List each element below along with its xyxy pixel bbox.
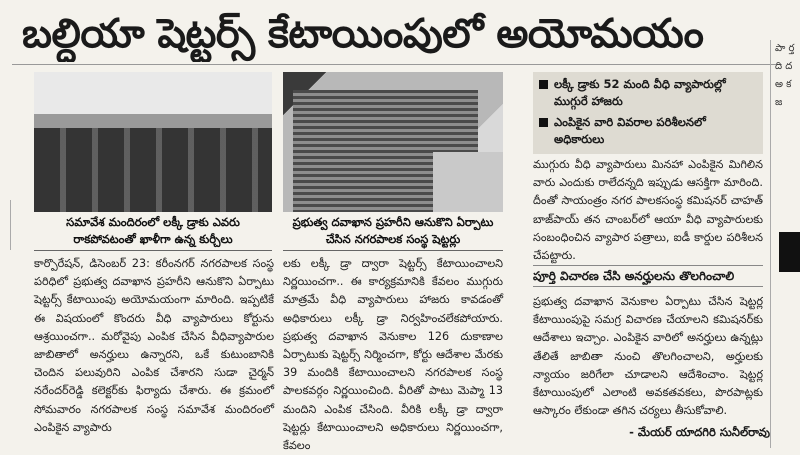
square-bullet-icon: [539, 80, 548, 89]
article-column-2: [283, 255, 503, 455]
photo-shutters: [283, 72, 503, 212]
page-edge-margin: [0, 200, 11, 250]
mayor-quote-text: ప్రభుత్వ దవాఖాన వెనుకాల ఏర్పాటు చేసిన షెట్టర్ల కేటాయింపుపై సమగ్ర విచారణ చేయాలని కమిషనర్‌కు ఆదేశాలు ఇచ్చాం. ఎంపికైన వారిలో అనర్హులు ఉన్నట్లు తేలితే జాబితా నుంచి తొలగించాలని, అర్హులకు న్యాయం జరిగేలా చూడాలని ఆదేశించాం. షెట్టర్ల కేటాయింపులో ఎలాంటి అవకతవకలు, పొరపాట్లకు ఆస్కారం లేకుండా తగిన చర్యలు తీసుకోవాలి.: [533, 295, 763, 418]
adjacent-article-strip: [770, 40, 800, 448]
square-bullet-icon: [539, 118, 548, 127]
highlight-text: ఎంపికైన వారి వివరాల పరిశీలనలో అధికారులు: [554, 115, 706, 146]
mayor-quote-column: [533, 293, 763, 420]
highlight-item: [533, 110, 763, 148]
photo2-caption: ప్రభుత్వ దవాఖాన ప్రహరీని ఆనుకొని ఏర్పాటు చేసిన నగరపాలక సంస్థ షెట్టర్లు: [292, 215, 494, 246]
highlight-item: [533, 72, 763, 110]
byline: - మేయర్ యాదగిరి సునీల్‌రావు: [629, 425, 770, 439]
caption1-rule: [34, 250, 272, 251]
column-3-text: ముగ్గురు వీధి వ్యాపారులు మినహా ఎంపికైన మిగిలిన వారు ఎందుకు రాలేదన్నది ఇప్పుడు ఆసక్తిగా మారింది. దీంతో సాయంత్రం నగర పాలకసంస్థ కమిషనర్ చాహత్ బాజ్‌పాయ్ తన చాంబర్‌లో ఆయా వీధి వ్యాపారులకు సంబంధించిన వ్యాపార పత్రాలు, ఐడీ కార్డుల పరిశీలన చేపట్టారు.: [533, 158, 763, 263]
chairs-illustration: [34, 128, 272, 212]
highlights-box: [533, 72, 763, 154]
photo-empty-chairs: [34, 72, 272, 212]
column-2-text: లకు లక్కీ డ్రా ద్వారా షెట్టర్స్ కేటాయించాలని నిర్ణయించగా.. ఈ కార్యక్రమానికి కేవలం ముగ్గురు మాత్రమే వీధి వ్యాపారులు హాజరు కావడంతో అధికారులు లక్కీ డ్రా నిర్వహించలేకపోయారు. ప్రభుత్వ దవాఖాన వెనుకాల 126 దుకాణాల ఏర్పాటుకు షెట్టర్స్ నిర్మించగా, కోర్టు ఆదేశాల మేరకు 39 మందికి కేటాయించాలని నగరపాలక సంస్థ పాలకవర్గం నిర్ణయించింది. వీరితో పాటు మెప్మా 13 మందిని ఎంపిక చేసింది. వీరికి లక్కీ డ్రా ద్వారా షెట్టర్లు కేటాయించాలని అధికారులు నిర్ణయించగా, కేవలం: [283, 257, 503, 453]
headline: బల్దియా షెట్టర్స్ కేటాయింపులో అయోమయం: [22, 11, 704, 57]
caption2-rule: [283, 250, 503, 251]
column-1-text: కార్పొరేషన్, డిసెంబర్ 23: కరీంనగర్ నగరపాలక సంస్థ పరిధిలో ప్రభుత్వ దవాఖాన ప్రహరీని ఆనుకొని ఏర్పాటు షెట్టర్స్ కేటాయింపు అయోమయంగా మారింది. ఇప్పటికే ఈ విషయంలో కొందరు వీధి వ్యాపారులు కోర్టును ఆశ్రయించగా.. మరోవైపు ఎంపిక చేసిన వీధివ్యాపారుల జాబితాలో అనర్హులు ఉన్నారని, ఒకే కుటుంబానికి చెందిన పలువురిని ఎంపిక చేశారని సుడా చైర్మన్ నరేందర్‌రెడ్డి కలెక్టర్‌కు ఫిర్యాదు చేశారు. ఈ క్రమంలో సోమవారం నగరపాలక సంస్థ సమావేశ మందిరంలో ఎంపికైన వ్యాపారు: [34, 257, 274, 434]
headline-rule: [12, 64, 782, 65]
photo1-caption: సమావేశ మందిరంలో లక్కీ డ్రాకు ఎవరు రాకపోవటంతో ఖాళీగా ఉన్న కుర్చీలు: [66, 215, 240, 246]
subheading: పూర్తి విచారణ చేసి అనర్హులను తొలగించాలి: [533, 265, 763, 287]
adjacent-article-block: [779, 232, 800, 272]
article-column-3: [533, 156, 763, 265]
road-illustration: [433, 152, 503, 212]
article-column-1: [34, 255, 274, 437]
highlight-text: లక్కీ డ్రాకు 52 మంది వీధి వ్యాపారుల్లో ముగ్గురే హాజరు: [554, 77, 726, 108]
adjacent-article-text: పా ర్త ది ద అ క జ: [775, 43, 795, 108]
